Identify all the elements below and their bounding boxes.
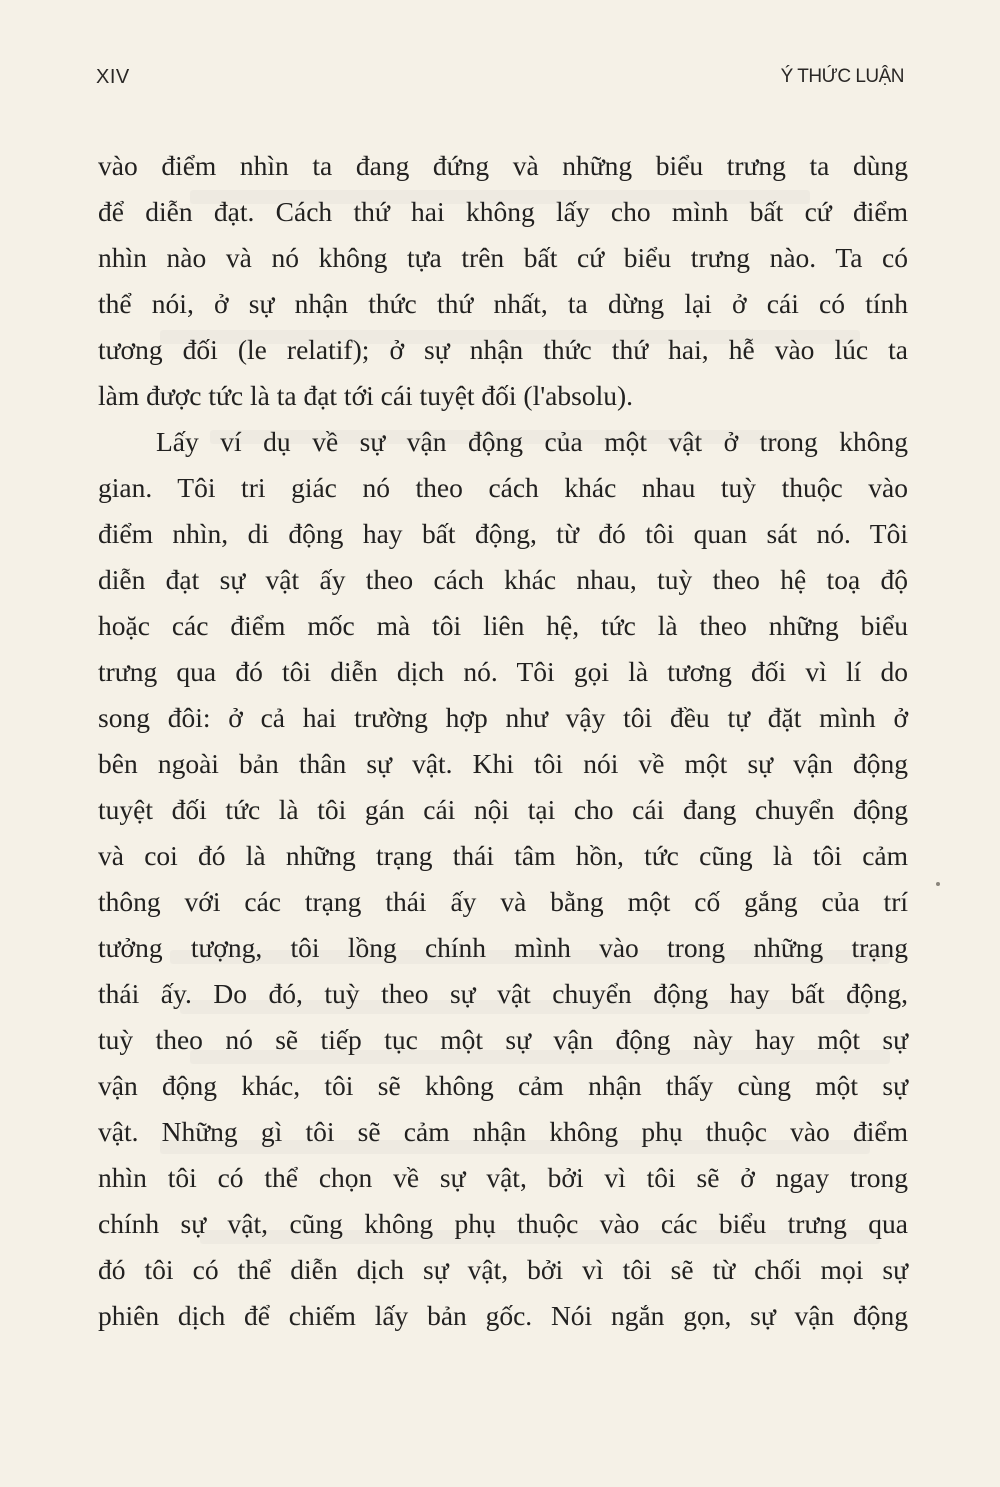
running-head: Ý THỨC LUẬN — [780, 66, 904, 87]
text-line: nhìn nào và nó không tựa trên bất cứ biểu trưng nào. Ta có — [98, 242, 908, 273]
text-line: diễn đạt sự vật ấy theo cách khác nhau, tuỳ theo hệ toạ độ — [98, 564, 908, 595]
text-line: trưng qua đó tôi diễn dịch nó. Tôi gọi là tương đối vì lí do — [98, 656, 908, 687]
text-line: vận động khác, tôi sẽ không cảm nhận thấy cùng một sự — [98, 1070, 908, 1101]
text-line: và coi đó là những trạng thái tâm hồn, tức cũng là tôi cảm — [98, 840, 908, 871]
text-line: vật. Những gì tôi sẽ cảm nhận không phụ thuộc vào điểm — [98, 1116, 908, 1147]
body-text — [98, 143, 908, 1339]
page-number: XIV — [96, 66, 130, 88]
text-line: gian. Tôi tri giác nó theo cách khác nhau tuỳ thuộc vào — [98, 472, 908, 503]
text-line: tưởng tượng, tôi lồng chính mình vào trong những trạng — [98, 932, 908, 963]
text-line: nhìn tôi có thể chọn về sự vật, bởi vì tôi sẽ ở ngay trong — [98, 1162, 908, 1193]
text-line: bên ngoài bản thân sự vật. Khi tôi nói về một sự vận động — [98, 748, 908, 779]
text-line: Lấy ví dụ về sự vận động của một vật ở trong không — [156, 426, 908, 457]
text-line: điểm nhìn, di động hay bất động, từ đó tôi quan sát nó. Tôi — [98, 518, 908, 549]
text-line: tương đối (le relatif); ở sự nhận thức thứ hai, hễ vào lúc ta — [98, 334, 908, 365]
text-line: thông với các trạng thái ấy và bằng một cố gắng của trí — [98, 886, 908, 917]
text-line: làm được tức là ta đạt tới cái tuyệt đối (l'absolu). — [98, 380, 634, 411]
text-line: tuỳ theo nó sẽ tiếp tục một sự vận động này hay một sự — [98, 1024, 908, 1055]
text-line: tuyệt đối tức là tôi gán cái nội tại cho cái đang chuyển động — [98, 794, 908, 825]
text-line: để diễn đạt. Cách thứ hai không lấy cho mình bất cứ điểm — [98, 196, 908, 227]
text-line: thái ấy. Do đó, tuỳ theo sự vật chuyển động hay bất động, — [98, 978, 908, 1009]
text-line: phiên dịch để chiếm lấy bản gốc. Nói ngắn gọn, sự vận động — [98, 1300, 908, 1331]
text-line: chính sự vật, cũng không phụ thuộc vào các biểu trưng qua — [98, 1208, 908, 1239]
text-line: song đôi: ở cả hai trường hợp như vậy tôi đều tự đặt mình ở — [98, 702, 908, 733]
text-line: vào điểm nhìn ta đang đứng và những biểu trưng ta dùng — [98, 150, 908, 181]
text-line: đó tôi có thể diễn dịch sự vật, bởi vì tôi sẽ từ chối mọi sự — [98, 1254, 908, 1285]
text-line: thể nói, ở sự nhận thức thứ nhất, ta dừng lại ở cái có tính — [98, 288, 908, 319]
text-line: hoặc các điểm mốc mà tôi liên hệ, tức là theo những biểu — [98, 610, 908, 641]
paper-speck — [936, 882, 940, 886]
